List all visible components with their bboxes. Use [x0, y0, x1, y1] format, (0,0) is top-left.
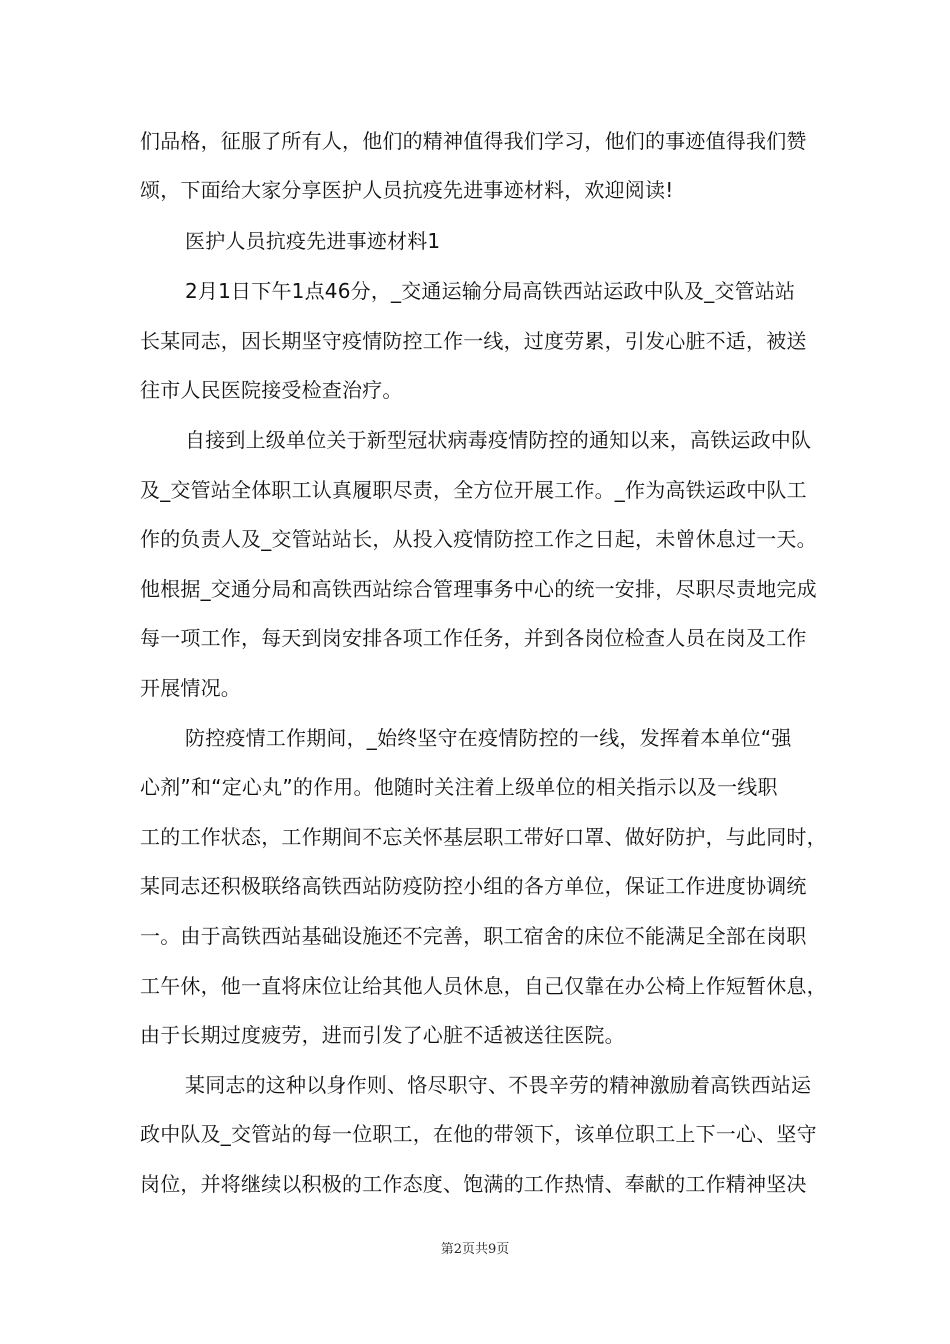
section-heading: 医护人员抗疫先进事迹材料1 [185, 229, 441, 253]
text-line: 防控疫情工作期间，_始终坚守在疫情防控的一线，发挥着本单位“强 [185, 726, 792, 750]
text-line: 及_交管站全体职工认真履职尽责，全方位开展工作。_作为高铁运政中队工 [140, 478, 807, 502]
text-line: 工的工作状态，工作期间不忘关怀基层职工带好口罩、做好防护，与此同时， [140, 825, 827, 849]
text-line: 自接到上级单位关于新型冠状病毒疫情防控的通知以来，高铁运政中队 [185, 428, 812, 452]
text-line: 每一项工作，每天到岗安排各项工作任务，并到各岗位检查人员在岗及工作 [140, 626, 807, 650]
text-line: 心剂”和“定心丸”的作用。他随时关注着上级单位的相关指示以及一线职 [140, 775, 778, 799]
text-line: 由于长期过度疲劳，进而引发了心脏不适被送往医院。 [140, 1023, 625, 1047]
text-line: 某同志还积极联络高铁西站防疫防控小组的各方单位，保证工作进度协调统 [140, 874, 807, 898]
text-line: 某同志的这种以身作则、恪尽职守、不畏辛劳的精神激励着高铁西站运 [185, 1073, 812, 1097]
text-line: 颂，下面给大家分享医护人员抗疫先进事迹材料，欢迎阅读! [140, 178, 674, 202]
text-line: 往市人民医院接受检查治疗。 [140, 378, 403, 402]
text-line: 一。由于高铁西站基础设施还不完善，职工宿舍的床位不能满足全部在岗职 [140, 924, 807, 948]
text-line: 开展情况。 [140, 676, 241, 700]
text-line: 政中队及_交管站的每一位职工，在他的带领下，该单位职工上下一心、坚守 [140, 1122, 817, 1146]
page-number: 第2页共9页 [440, 1242, 510, 1257]
text-line: 工午休，他一直将床位让给其他人员休息，自己仅靠在办公椅上作短暂休息， [140, 974, 827, 998]
text-line: 他根据_交通分局和高铁西站综合管理事务中心的统一安排，尽职尽责地完成 [140, 577, 817, 601]
text-line: 们品格，征服了所有人，他们的精神值得我们学习，他们的事迹值得我们赞 [140, 129, 807, 153]
text-line: 长某同志，因长期坚守疫情防控工作一线，过度劳累，引发心脏不适，被送 [140, 329, 807, 353]
text-line: 2月1日下午1点46分，_交通运输分局高铁西站运政中队及_交管站站 [185, 279, 796, 303]
text-line: 岗位，并将继续以积极的工作态度、饱满的工作热情、奉献的工作精神坚决 [140, 1172, 807, 1196]
text-line: 作的负责人及_交管站站长，从投入疫情防控工作之日起，未曾休息过一天。 [140, 527, 817, 551]
